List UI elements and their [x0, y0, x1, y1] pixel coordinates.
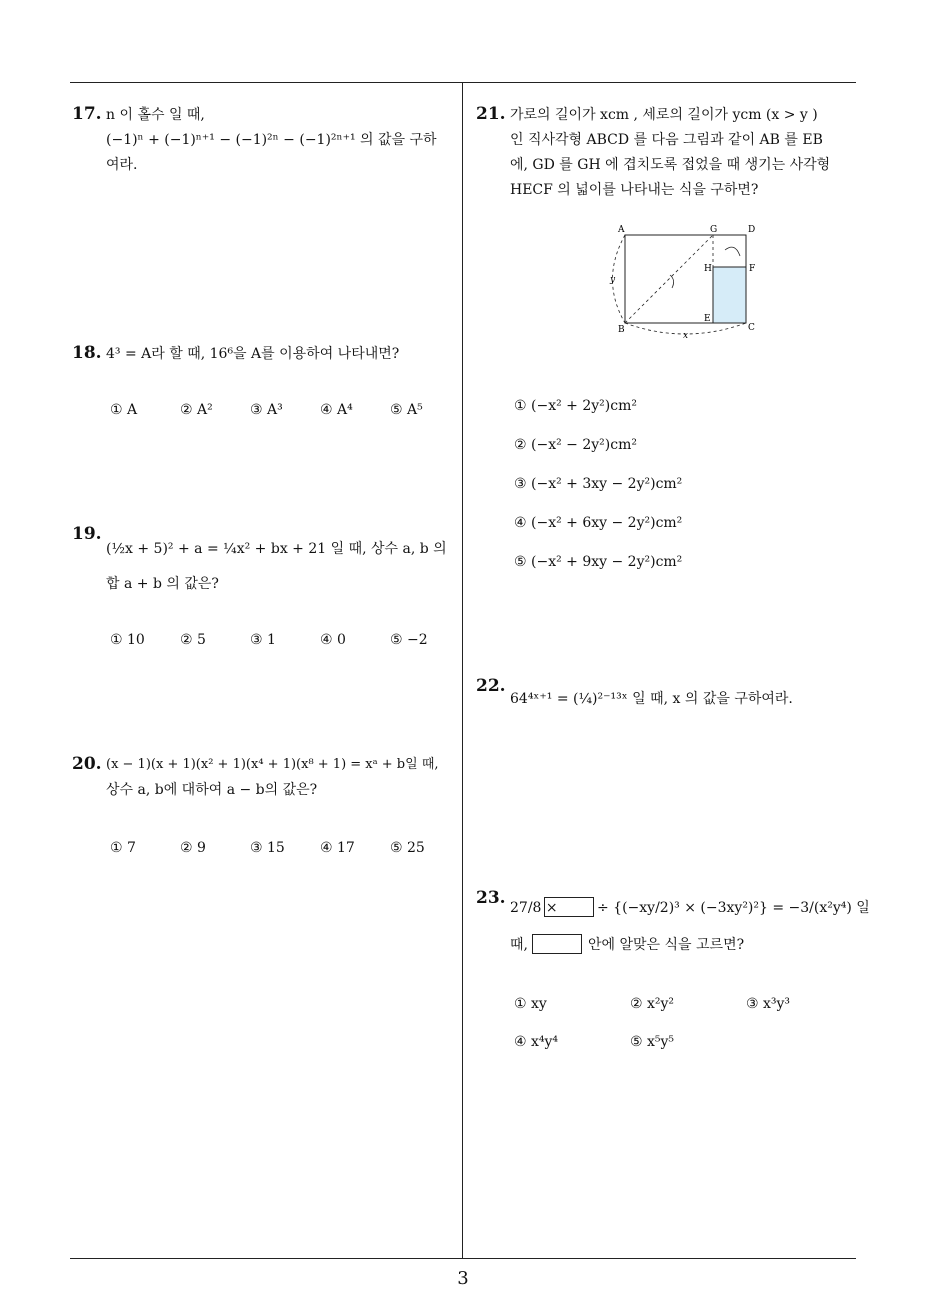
question-text: n 이 홀수 일 때, — [106, 107, 205, 123]
answer-option[interactable]: ② A² — [180, 402, 213, 418]
answer-option[interactable]: ① A — [110, 402, 138, 418]
fold-arc-top — [725, 247, 740, 256]
answer-option[interactable]: ③ (−x² + 3xy − 2y²)cm² — [514, 476, 683, 492]
answer-option[interactable]: ④ x⁴y⁴ — [514, 1034, 559, 1050]
label-h: H — [704, 264, 712, 274]
answer-option[interactable]: ③ 15 — [250, 840, 285, 856]
question-number: 20. — [72, 754, 102, 774]
column-divider — [462, 82, 463, 1258]
label-f: F — [749, 264, 756, 274]
question-text: 에, GD 를 GH 에 겹치도록 접었을 때 생기는 사각형 — [510, 157, 831, 173]
answer-option[interactable]: ③ 1 — [250, 632, 276, 648]
label-d: D — [748, 225, 756, 235]
answer-option[interactable]: ① xy — [514, 996, 547, 1012]
answer-blank-box — [544, 897, 594, 917]
question-number: 19. — [72, 524, 102, 544]
answer-option[interactable]: ② 9 — [180, 840, 206, 856]
answer-option[interactable]: ② 5 — [180, 632, 206, 648]
question-text: 27/8 × — [510, 900, 558, 916]
answer-option[interactable]: ⑤ 25 — [390, 840, 425, 856]
answer-option[interactable]: ① 7 — [110, 840, 136, 856]
top-rule — [70, 82, 856, 83]
label-x: x — [683, 331, 689, 341]
answer-option[interactable]: ④ 0 — [320, 632, 346, 648]
question-text: 때, — [510, 937, 528, 953]
answer-option[interactable]: ⑤ x⁵y⁵ — [630, 1034, 675, 1050]
answer-option[interactable]: ④ 17 — [320, 840, 355, 856]
answer-option[interactable]: ① (−x² + 2y²)cm² — [514, 398, 637, 414]
answer-option[interactable]: ⑤ −2 — [390, 632, 428, 648]
answer-option[interactable]: ④ (−x² + 6xy − 2y²)cm² — [514, 515, 683, 531]
answer-option[interactable]: ③ x³y³ — [746, 996, 791, 1012]
question-text: HECF 의 넓이를 나타내는 식을 구하면? — [510, 182, 759, 198]
question-number: 22. — [476, 676, 506, 696]
answer-option[interactable]: ① 10 — [110, 632, 145, 648]
label-a: A — [618, 225, 625, 235]
question-text: 4³ = A라 할 때, 16⁶을 A를 이용하여 나타내면? — [106, 346, 400, 362]
question-text: (½x + 5)² + a = ¼x² + bx + 21 일 때, 상수 a, b 의 — [106, 541, 447, 557]
question-text: (x − 1)(x + 1)(x² + 1)(x⁴ + 1)(x⁸ + 1) = xᵃ + b일 때, — [106, 757, 439, 772]
answer-option[interactable]: ④ A⁴ — [320, 402, 353, 418]
question-number: 23. — [476, 888, 506, 908]
question-text: 합 a + b 의 값은? — [106, 576, 219, 592]
question-number: 18. — [72, 343, 102, 363]
answer-option[interactable]: ⑤ A⁵ — [390, 402, 423, 418]
question-text: 인 직사각형 ABCD 를 다음 그림과 같이 AB 를 EB — [510, 132, 823, 148]
folded-rectangle-figure — [600, 220, 770, 345]
answer-blank-box — [532, 934, 582, 954]
angle-mark — [670, 275, 674, 288]
question-text: 64⁴ˣ⁺¹ = (¼)²⁻¹³ˣ 일 때, x 의 값을 구하여라. — [510, 691, 793, 707]
fold-line-bg — [625, 235, 713, 323]
label-e: E — [704, 314, 711, 324]
question-text: ÷ {(−xy/2)³ × (−3xy²)²} = −3/(x²y⁴) 일 — [597, 900, 870, 916]
question-text: 여라. — [106, 157, 138, 173]
question-text: 안에 알맞은 식을 고르면? — [588, 937, 745, 953]
page-number: 3 — [457, 1268, 469, 1289]
label-c: C — [748, 323, 755, 333]
question-number: 21. — [476, 104, 506, 124]
question-text: 가로의 길이가 xcm , 세로의 길이가 ycm (x > y ) — [510, 107, 818, 123]
answer-option[interactable]: ⑤ (−x² + 9xy − 2y²)cm² — [514, 554, 683, 570]
label-y: y — [610, 275, 616, 285]
label-g: G — [710, 225, 718, 235]
question-text: 상수 a, b에 대하여 a − b의 값은? — [106, 782, 318, 798]
shaded-region-hecf — [713, 267, 746, 323]
question-text: (−1)ⁿ + (−1)ⁿ⁺¹ − (−1)²ⁿ − (−1)²ⁿ⁺¹ 의 값을 구하 — [106, 132, 437, 148]
answer-option[interactable]: ② x²y² — [630, 996, 675, 1012]
answer-option[interactable]: ③ A³ — [250, 402, 283, 418]
question-number: 17. — [72, 104, 102, 124]
bottom-rule — [70, 1258, 856, 1259]
label-b: B — [618, 325, 625, 335]
answer-option[interactable]: ② (−x² − 2y²)cm² — [514, 437, 637, 453]
